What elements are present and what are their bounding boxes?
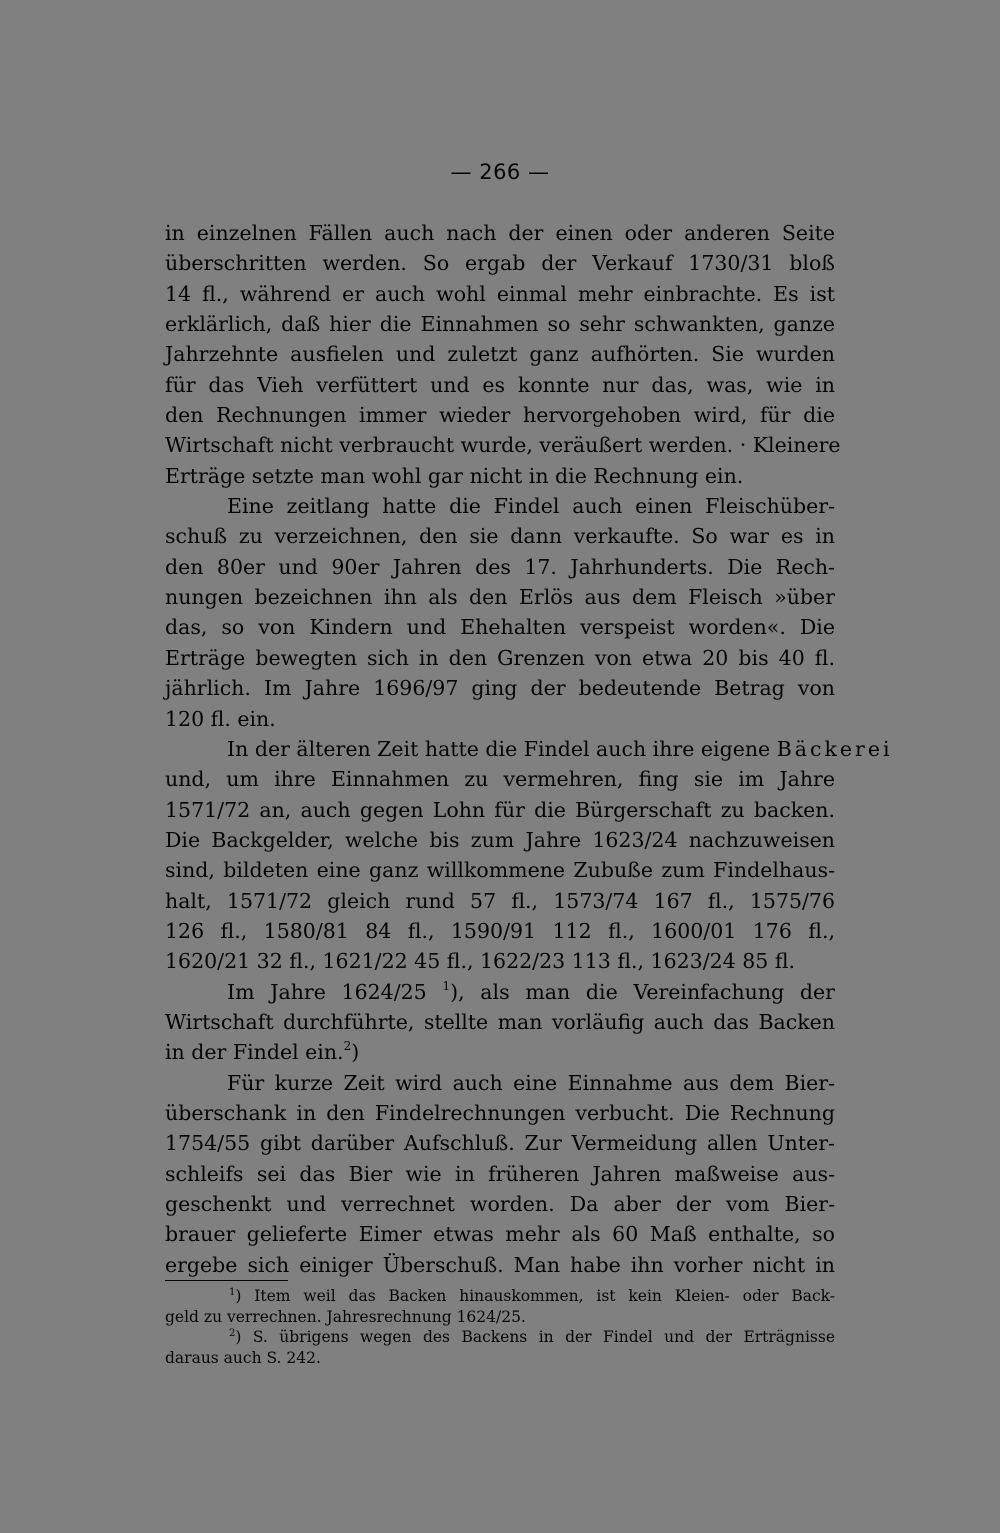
text-segment: In der älteren Zeit hatte die Findel auch ihre eigene — [227, 736, 771, 761]
footnote-divider — [165, 1280, 288, 1281]
text-line: erklärlich, daß hier die Einnahmen so sehr schwankten, ganze — [165, 312, 835, 337]
text-line: 1571/72 an, auch gegen Lohn für die Bürgerschaft zu backen. — [165, 797, 835, 822]
text-line: 120 fl. ein. — [165, 706, 276, 731]
body-text — [165, 218, 893, 1280]
text-line-with-note-ref — [165, 1037, 835, 1067]
text-line: schuß zu verzeichnen, den sie dann verkaufte. So war es in — [165, 524, 835, 549]
text-line: halt, 1571/72 gleich rund 57 fl., 1573/74 167 fl., 1575/76 — [165, 888, 835, 913]
text-segment: , als man die Vereinfachung der — [458, 979, 835, 1004]
footnote-line: geld zu verrechnen. Jahresrechnung 1624/25. — [165, 1307, 526, 1326]
text-line: 1754/55 gibt darüber Aufschluß. Zur Vermeidung allen Unter- — [165, 1131, 835, 1156]
text-line: den 80er und 90er Jahren des 17. Jahrhunderts. Die Rech- — [165, 554, 835, 579]
text-line-with-note-ref — [165, 977, 835, 1007]
text-line: 126 fl., 1580/81 84 fl., 1590/91 112 fl., 1600/01 176 fl., — [165, 918, 835, 943]
text-segment: Im Jahre 1624/25 — [227, 979, 427, 1004]
text-line: und, um ihre Einnahmen zu vermehren, fing sie im Jahre — [165, 767, 835, 792]
text-line: Jahrzehnte ausfielen und zuletzt ganz aufhörten. Sie wurden — [165, 342, 835, 367]
text-segment: ) — [450, 979, 459, 1004]
text-line: Die Backgelder, welche bis zum Jahre 1623/24 nachzuweisen — [165, 827, 835, 852]
text-line: 14 fl., während er auch wohl einmal mehr einbrachte. Es ist — [165, 281, 835, 306]
footnotes — [165, 1286, 835, 1368]
text-line: Wirtschaft durchführte, stellte man vorläufig auch das Backen — [165, 1009, 835, 1034]
text-segment: ) — [351, 1040, 360, 1065]
footnote-text: ) S. übrigens wegen des Backens in der Findel und der Erträgnisse — [235, 1328, 835, 1346]
footnote-marker-1: 1 — [229, 1287, 236, 1298]
spaced-emphasis: Bäckerei — [776, 736, 893, 761]
text-line: ergebe sich einiger Überschuß. Man habe ihn vorher nicht in — [165, 1252, 835, 1277]
footnote-marker-2: 2 — [229, 1328, 236, 1339]
text-line: nungen bezeichnen ihn als den Erlös aus dem Fleisch »über — [165, 585, 835, 610]
footnote-ref-1: 1 — [442, 978, 451, 993]
text-line: Erträge bewegten sich in den Grenzen von etwa 20 bis 40 fl. — [165, 645, 835, 670]
text-line: das, so von Kindern und Ehehalten verspeist worden«. Die — [165, 615, 835, 640]
footnote-ref-2: 2 — [343, 1039, 352, 1054]
footnote-line: daraus auch S. 242. — [165, 1348, 321, 1367]
text-segment: in der Findel ein. — [165, 1040, 344, 1065]
text-line: überschank in den Findelrechnungen verbucht. Die Rechnung — [165, 1100, 835, 1125]
text-line: Eine zeitlang hatte die Findel auch einen Fleischüber- — [227, 494, 835, 519]
page-number: — 266 — — [450, 160, 550, 184]
text-line: Für kurze Zeit wird auch eine Einnahme aus dem Bier- — [227, 1070, 835, 1095]
text-line: den Rechnungen immer wieder hervorgehoben wird, für die — [165, 403, 835, 428]
text-line-with-spaced-word — [165, 734, 893, 764]
text-line: 1620/21 32 fl., 1621/22 45 fl., 1622/23 113 fl., 1623/24 85 fl. — [165, 949, 796, 974]
text-line: geschenkt und verrechnet worden. Da aber der vom Bier- — [165, 1192, 835, 1216]
footnote-1 — [165, 1286, 835, 1307]
text-line: Wirtschaft nicht verbraucht wurde, veräußert werden. · Kleinere — [165, 433, 841, 458]
footnote-2 — [165, 1327, 835, 1348]
text-line: jährlich. Im Jahre 1696/97 ging der bedeutende Betrag von — [165, 676, 835, 701]
text-line: brauer gelieferte Eimer etwas mehr als 60 Maß enthalte, so — [165, 1222, 835, 1247]
text-line: für das Vieh verfüttert und es konnte nur das, was, wie in — [165, 372, 835, 397]
text-line: überschritten werden. So ergab der Verkauf 1730/31 bloß — [165, 251, 835, 276]
text-line: in einzelnen Fällen auch nach der einen oder anderen Seite — [165, 221, 835, 245]
text-line: sind, bildeten eine ganz willkommene Zubuße zum Findelhaus- — [165, 858, 835, 883]
text-line: schleifs sei das Bier wie in früheren Jahren maßweise aus- — [165, 1161, 835, 1186]
footnote-text: ) Item weil das Backen hinauskommen, ist kein Kleien- oder Back- — [235, 1287, 835, 1305]
text-line: Erträge setzte man wohl gar nicht in die Rechnung ein. — [165, 463, 744, 488]
